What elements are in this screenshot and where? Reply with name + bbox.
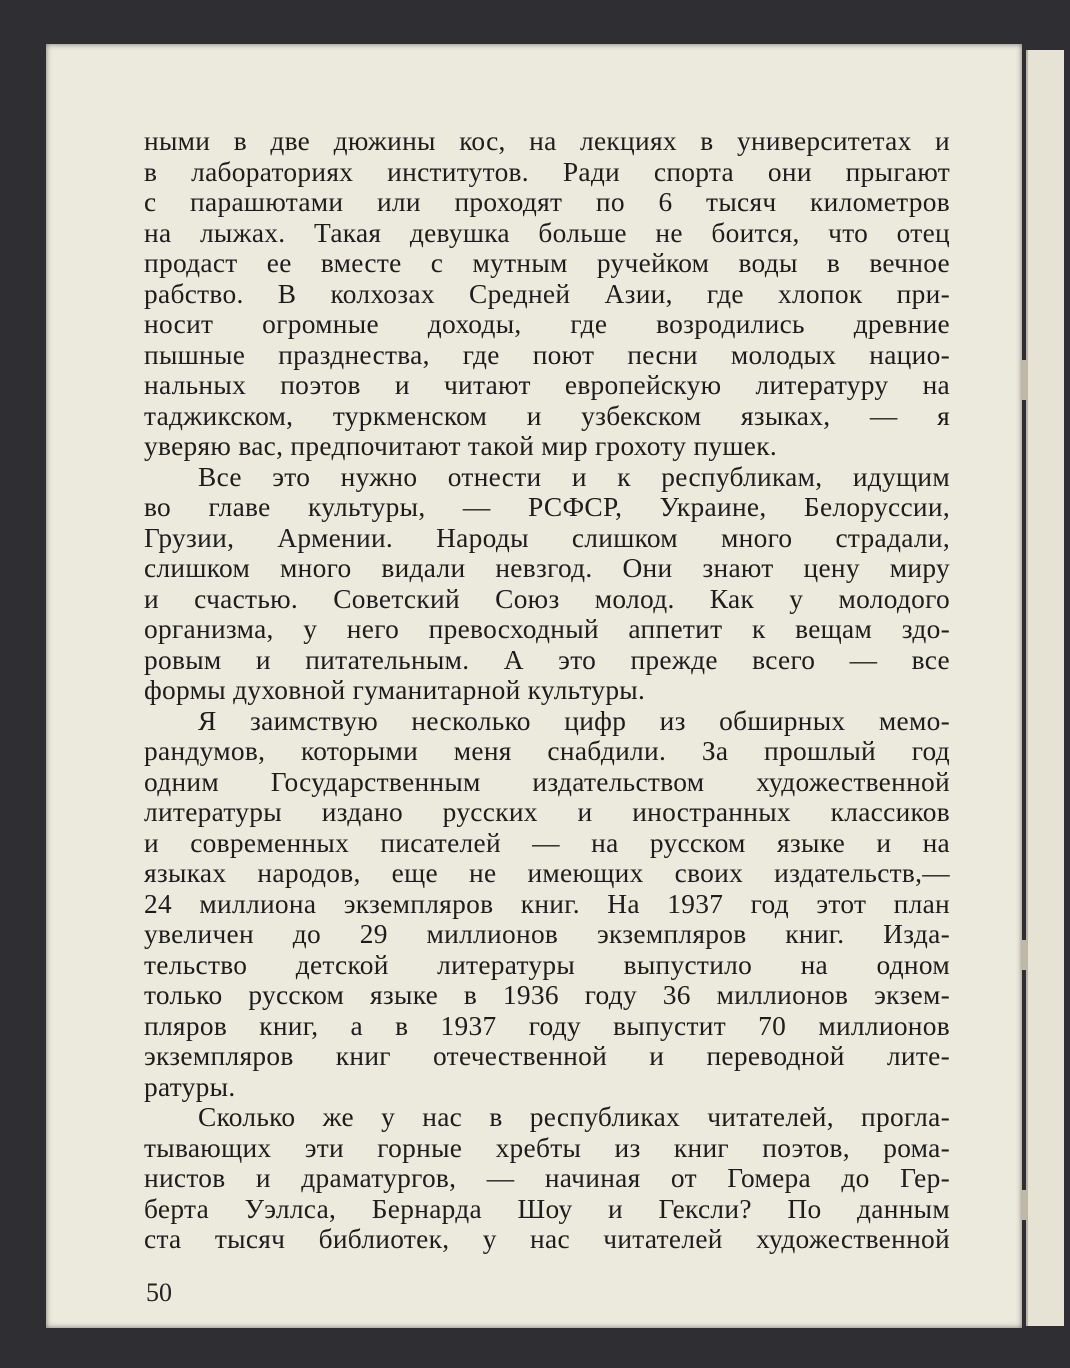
text-line: продаст ее вместе с мутным ручейком воды в вечное xyxy=(144,248,950,278)
text-line: слишком много видали невзгод. Они знают цену миру xyxy=(144,553,950,583)
text-line: ровым и питательным. А это прежде всего — все xyxy=(144,644,950,675)
paragraph-start-line: Все это нужно отнести и к республикам, идущим xyxy=(198,461,950,492)
page-text xyxy=(144,126,950,1255)
text-line: экземпляров книг отечественной и переводной лите- xyxy=(144,1041,950,1071)
next-page-edge xyxy=(1026,50,1064,1326)
page-number: 50 xyxy=(146,1278,172,1307)
text-line: пляров книг, а в 1937 году выпустит 70 миллионов xyxy=(144,1010,950,1041)
text-line: ными в две дюжины кос, на лекциях в университетах и xyxy=(144,126,950,156)
text-line: одним Государственным издательством художественной xyxy=(144,766,950,797)
text-line: во главе культуры, — РСФСР, Украине, Белоруссии, xyxy=(144,492,950,522)
text-line: с парашютами или проходят по 6 тысяч километров xyxy=(144,187,950,217)
paragraph-start-line: Сколько же у нас в республиках читателей, прогла- xyxy=(198,1102,950,1132)
paragraph-start-line: Я заимствую несколько цифр из обширных мемо- xyxy=(198,705,950,736)
text-line: и счастью. Советский Союз молод. Как у молодого xyxy=(144,583,950,614)
text-line: рабство. В колхозах Средней Азии, где хлопок при- xyxy=(144,278,950,309)
text-line: увеличен до 29 миллионов экземпляров книг. Изда- xyxy=(144,919,950,949)
text-line: тельство детской литературы выпустило на одном xyxy=(144,949,950,980)
text-line: уверяю вас, предпочитают такой мир грохоту пушек. xyxy=(144,431,778,461)
text-line: берта Уэллса, Бернарда Шоу и Гексли? По данным xyxy=(144,1193,950,1224)
text-line: пышные празднества, где поют песни молодых нацио- xyxy=(144,339,950,370)
text-line: ста тысяч библиотек, у нас читателей художественной xyxy=(144,1224,950,1254)
text-line: литературы издано русских и иностранных классиков xyxy=(144,797,950,827)
text-line: носит огромные доходы, где возродились древние xyxy=(144,309,950,339)
text-line: организма, у него превосходный аппетит к вещам здо- xyxy=(144,614,950,644)
text-line: на лыжах. Такая девушка больше не боится, что отец xyxy=(144,217,950,248)
text-line: рандумов, которыми меня снабдили. За прошлый год xyxy=(144,736,950,766)
text-line: языках народов, еще не имеющих своих издательств,— xyxy=(144,858,950,888)
text-line: нистов и драматургов, — начиная от Гомера до Гер- xyxy=(144,1163,950,1193)
text-line: таджикском, туркменском и узбекском языках, — я xyxy=(144,400,950,431)
text-line: Грузии, Армении. Народы слишком много страдали, xyxy=(144,522,950,553)
text-line: 24 миллиона экземпляров книг. На 1937 год этот план xyxy=(144,888,950,919)
text-line: в лабораториях институтов. Ради спорта они прыгают xyxy=(144,156,950,187)
text-line: и современных писателей — на русском языке и на xyxy=(144,827,950,858)
text-line: ратуры. xyxy=(144,1071,236,1102)
text-line: тывающих эти горные хребты из книг поэтов, рома- xyxy=(144,1132,950,1163)
text-line: нальных поэтов и читают европейскую литературу на xyxy=(144,370,950,400)
text-line: формы духовной гуманитарной культуры. xyxy=(144,675,646,705)
text-line: только русском языке в 1936 году 36 миллионов экзем- xyxy=(144,980,950,1010)
